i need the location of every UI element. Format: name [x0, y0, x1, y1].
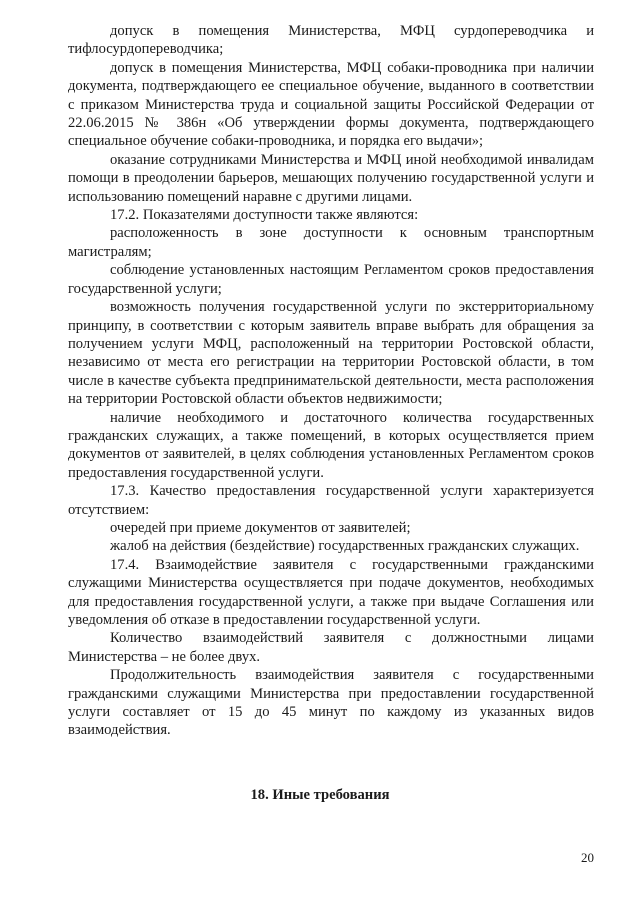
paragraph-interaction-duration: Продолжительность взаимодействия заявителя с государственными гражданскими служащими Министерства при предоставлении государственной услуги составляет от 15 до 45 минут по каждому из указанных видов взаимодействия.	[68, 667, 594, 739]
paragraph-quality-indicators: 17.3. Качество предоставления государственной услуги характеризуется отсутствием:	[68, 483, 594, 518]
paragraph-guide-dog-access: допуск в помещения Министерства, МФЦ собаки-проводника при наличии документа, подтверждающего ее специальное обучение, выданного в соответствии с приказом Министерства труда и социальной защиты Российской Федерации от 22.06.2015 № 386н «Об утверждении формы документа, подтверждающего специальное обучение собаки-проводника, и порядка его выдачи»;	[68, 59, 594, 150]
page-number: 20	[581, 850, 594, 865]
paragraph-sign-interpreter-access: допуск в помещения Министерства, МФЦ сурдопереводчика и тифлосурдопереводчика;	[68, 23, 594, 58]
paragraph-no-queues: очередей при приеме документов от заявителей;	[110, 519, 411, 536]
paragraph-interaction-count: Количество взаимодействий заявителя с должностными лицами Министерства – не более двух.	[68, 630, 594, 665]
paragraph-deadlines-compliance: соблюдение установленных настоящим Регламентом сроков предоставления государственной услуги;	[68, 262, 594, 297]
paragraph-staff-and-premises: наличие необходимого и достаточного количества государственных гражданских служащих, а также помещений, в которых осуществляется прием документов от заявителей, в целях соблюдения установленных Регламентом сроков предоставления государственной услуги.	[68, 409, 594, 481]
paragraph-transport-location: расположенность в зоне доступности к основным транспортным магистралям;	[68, 225, 594, 260]
paragraph-extraterritorial-principle: возможность получения государственной услуги по экстерриториальному принципу, в соответствии с которым заявитель вправе выбрать для обращения за получением услуги МФЦ, расположенный на территории Ростовской области, независимо от места его регистрации на территории Ростовской области, в том числе в качестве субъекта предпринимательской деятельности, места расположения на территории Ростовской области объектов недвижимости;	[68, 299, 594, 408]
section-heading: 18. Иные требования	[250, 787, 390, 803]
document-body	[68, 22, 594, 740]
paragraph-no-complaints: жалоб на действия (бездействие) государственных гражданских служащих.	[110, 538, 580, 555]
paragraph-interaction: 17.4. Взаимодействие заявителя с государственными гражданскими служащими Министерства осуществляется при подаче документов, необходимых для предоставления государственной услуги, а также при выдаче Соглашения или уведомления об отказе в предоставлении государственной услуги.	[68, 556, 594, 628]
paragraph-staff-assistance: оказание сотрудниками Министерства и МФЦ иной необходимой инвалидам помощи в преодолении барьеров, мешающих получению государственной услуги и использованию помещений наравне с другими лицами.	[68, 151, 594, 205]
paragraph-accessibility-indicators: 17.2. Показателями доступности также являются:	[110, 207, 419, 224]
